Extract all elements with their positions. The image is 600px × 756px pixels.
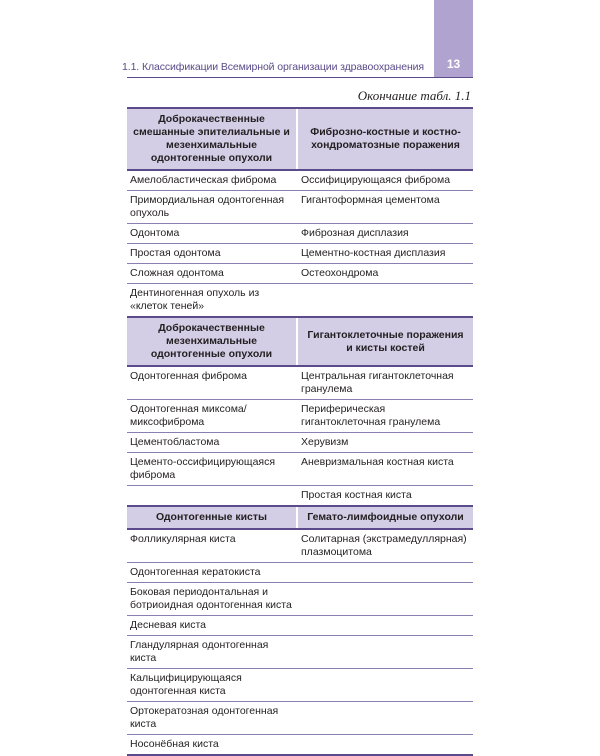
cell-left: Простая одонтома [127, 244, 297, 264]
table-row [127, 433, 473, 453]
cell-right: Центральная гигантоклеточная гранулема [297, 366, 473, 400]
cell-right [297, 735, 473, 756]
cell-left: Ортокератозная одонтогенная киста [127, 702, 297, 735]
section-title-right: Фиброзно-костные и костно-хондроматозные поражения [297, 108, 473, 170]
cell-right: Периферическая гигантоклеточная гранулема [297, 400, 473, 433]
cell-left: Боковая периодонтальная и ботриоидная одонтогенная киста [127, 583, 297, 616]
cell-left: Одонтогенная миксома/ миксофиброма [127, 400, 297, 433]
table-row [127, 284, 473, 318]
cell-right: Цементно-костная дисплазия [297, 244, 473, 264]
cell-left: Носонёбная киста [127, 735, 297, 756]
cell-left: Одонтома [127, 224, 297, 244]
header-rule [127, 77, 473, 78]
cell-left: Цементо-оссифицирующаяся фиброма [127, 453, 297, 486]
cell-right: Простая костная киста [297, 486, 473, 507]
section-header-row [127, 317, 473, 366]
section-title-right: Гигантоклеточные поражения и кисты костей [297, 317, 473, 366]
cell-right [297, 284, 473, 318]
cell-left: Кальцифицирующаяся одонтогенная киста [127, 669, 297, 702]
table-row [127, 170, 473, 191]
table-row [127, 264, 473, 284]
section-header-row [127, 506, 473, 529]
table-row [127, 244, 473, 264]
table-row [127, 486, 473, 507]
cell-right [297, 583, 473, 616]
table-row [127, 224, 473, 244]
cell-right: Остеохондрома [297, 264, 473, 284]
table-row [127, 583, 473, 616]
cell-left: Цементобластома [127, 433, 297, 453]
table-row [127, 616, 473, 636]
section-title-left: Доброкачественные мезенхимальные одонтогенные опухоли [127, 317, 297, 366]
table-row [127, 702, 473, 735]
running-header: 1.1. Классификации Всемирной организации здравоохранения [122, 61, 424, 73]
cell-right [297, 563, 473, 583]
cell-right: Херувизм [297, 433, 473, 453]
cell-right: Фиброзная дисплазия [297, 224, 473, 244]
cell-right: Гигантоформная цементома [297, 191, 473, 224]
page-number-tab [434, 0, 473, 77]
table-row [127, 669, 473, 702]
section-title-right: Гемато-лимфоидные опухоли [297, 506, 473, 529]
cell-left: Сложная одонтома [127, 264, 297, 284]
table-row [127, 563, 473, 583]
cell-left: Одонтогенная фиброма [127, 366, 297, 400]
section-title-left: Одонтогенные кисты [127, 506, 297, 529]
cell-left: Амелобластическая фиброма [127, 170, 297, 191]
section-title-left: Доброкачественные смешанные эпителиальные и мезенхимальные одонтогенные опухоли [127, 108, 297, 170]
cell-left: Дентиногенная опухоль из «клеток теней» [127, 284, 297, 318]
cell-left: Фолликулярная киста [127, 529, 297, 563]
section-header-row [127, 108, 473, 170]
table-row [127, 366, 473, 400]
cell-right [297, 616, 473, 636]
cell-left: Одонтогенная кератокиста [127, 563, 297, 583]
table-row [127, 529, 473, 563]
classification-table [127, 107, 473, 756]
table-row [127, 636, 473, 669]
table-caption: Окончание табл. 1.1 [357, 88, 471, 103]
cell-right [297, 669, 473, 702]
table-row [127, 453, 473, 486]
cell-left: Десневая киста [127, 616, 297, 636]
cell-right: Аневризмальная костная киста [297, 453, 473, 486]
page-number: 13 [446, 57, 461, 71]
cell-left: Гландулярная одонтогенная киста [127, 636, 297, 669]
cell-right: Оссифицирующаяся фиброма [297, 170, 473, 191]
table-row [127, 191, 473, 224]
cell-right [297, 636, 473, 669]
cell-right: Солитарная (экстрамедуллярная) плазмоцитома [297, 529, 473, 563]
table-row [127, 400, 473, 433]
cell-right [297, 702, 473, 735]
cell-left [127, 486, 297, 507]
cell-left: Примордиальная одонтогенная опухоль [127, 191, 297, 224]
table-row [127, 735, 473, 756]
